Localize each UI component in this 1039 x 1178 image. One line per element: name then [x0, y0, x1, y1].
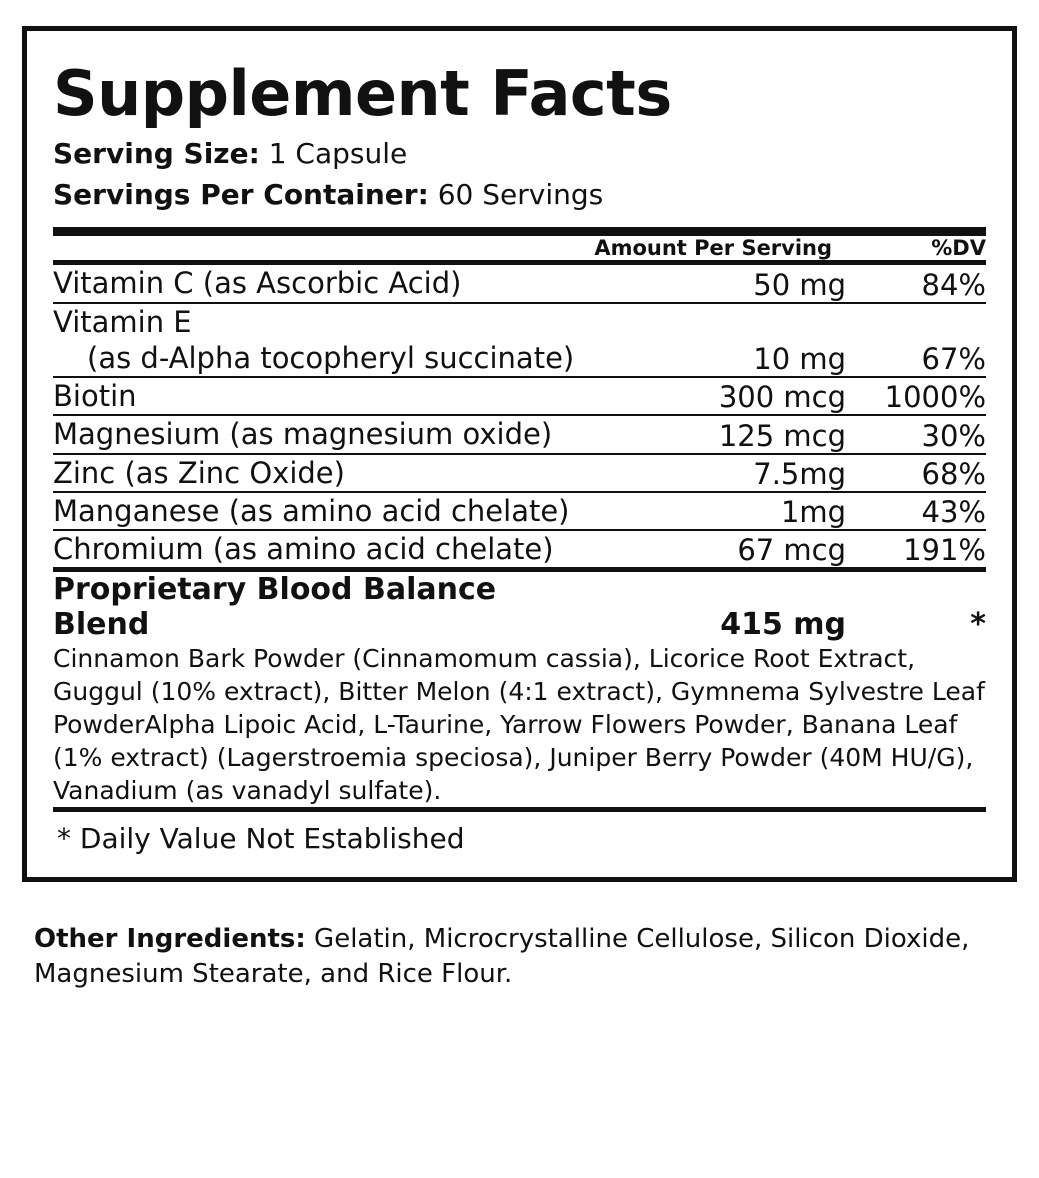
nutrient-amount: 10 mg [753, 342, 847, 377]
servings-per-container-label: Servings Per Container: [53, 177, 429, 211]
supplement-facts-panel [22, 26, 1017, 882]
serving-size-value: 1 Capsule [268, 137, 408, 171]
table-row [53, 493, 986, 529]
header-blank-cell [53, 236, 594, 260]
nutrient-name: Vitamin C (as Ascorbic Acid) [53, 266, 462, 301]
servings-per-container-line [53, 175, 986, 216]
divider-top-thick [53, 227, 986, 236]
header-amount-per-serving: Amount Per Serving [594, 236, 833, 261]
other-ingredients [22, 908, 1017, 991]
serving-size-label: Serving Size: [53, 137, 260, 171]
nutrient-name-main: Vitamin E [53, 304, 192, 339]
nutrient-dv: 1000% [884, 380, 986, 415]
blend-ingredients-row [53, 642, 986, 807]
nutrient-dv: 30% [921, 418, 986, 453]
nutrient-dv: 67% [921, 342, 986, 377]
blend-amount: 415 mg [720, 607, 847, 643]
nutrient-dv: 68% [921, 456, 986, 491]
blend-dv: * [970, 607, 986, 643]
table-row [53, 455, 986, 491]
nutrient-name: Manganese (as amino acid chelate) [53, 493, 570, 528]
servings-per-container-value: 60 Servings [437, 177, 604, 211]
proprietary-blend-row [53, 572, 986, 642]
nutrition-table [53, 236, 986, 812]
nutrient-amount: 125 mcg [718, 418, 847, 453]
nutrient-dv: 84% [921, 267, 986, 302]
table-row [53, 304, 986, 377]
nutrient-dv: 191% [903, 533, 986, 568]
nutrient-name: Chromium (as amino acid chelate) [53, 532, 554, 567]
table-row [53, 378, 986, 414]
blend-name: Proprietary Blood Balance Blend [53, 572, 497, 643]
nutrient-amount: 300 mcg [718, 380, 847, 415]
daily-value-footnote: * Daily Value Not Established [57, 822, 465, 856]
table-row [53, 416, 986, 452]
nutrient-amount: 67 mcg [737, 533, 847, 568]
page-title: Supplement Facts [53, 57, 672, 130]
nutrient-name [53, 304, 594, 377]
blend-ingredients: Cinnamon Bark Powder (Cinnamomum cassia), Licorice Root Extract, Guggul (10% extract), Bitter Melon (4:1 extract), Gymnema Sylvestre Leaf PowderAlpha Lipoic Acid, L-Taurine, Yarrow Flowers Powder, Banana Leaf (1% extract) (Lagerstroemia speciosa), Juniper Berry Powder (40M HU/G), Vanadium (as vanadyl sulfate). [53, 644, 985, 806]
other-ingredients-value: Gelatin, Microcrystalline Cellulose, Silicon Dioxide, Magnesium Stearate, and Rice Flour. [34, 924, 970, 989]
table-header-row [53, 236, 986, 260]
nutrient-name-sub: (as d-Alpha tocopheryl succinate) [87, 340, 575, 375]
serving-size-line [53, 134, 986, 175]
nutrient-dv: 43% [921, 495, 986, 530]
nutrient-name: Magnesium (as magnesium oxide) [53, 417, 553, 452]
other-ingredients-label: Other Ingredients: [34, 924, 306, 955]
header-percent-dv: %DV [931, 236, 986, 261]
table-row [53, 531, 986, 567]
nutrient-amount: 50 mg [753, 267, 847, 302]
nutrient-amount: 1mg [780, 495, 847, 530]
table-row [53, 265, 986, 301]
nutrient-name: Zinc (as Zinc Oxide) [53, 455, 345, 490]
nutrient-amount: 7.5mg [753, 456, 847, 491]
nutrient-name: Biotin [53, 379, 137, 414]
